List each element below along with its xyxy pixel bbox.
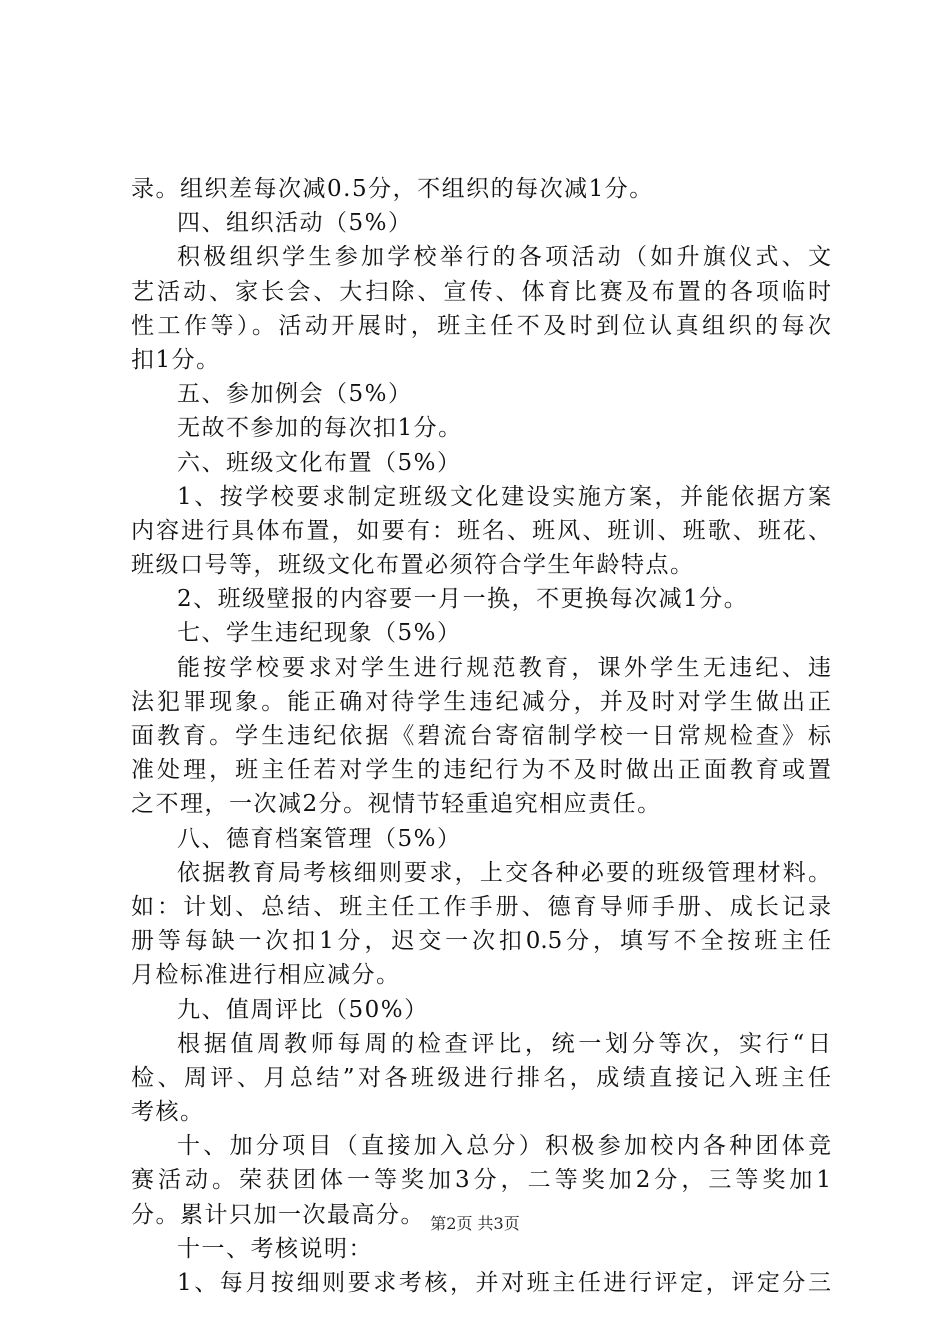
text-line: 面教育。学生违纪依据《碧流台寄宿制学校一日常规检查》标 bbox=[131, 723, 831, 749]
text-line: 班级口号等，班级文化布置必须符合学生年龄特点。 bbox=[131, 552, 695, 579]
page-number-footer: 第2页 共3页 bbox=[430, 1214, 520, 1233]
text-line: 七、学生违纪现象（5%） bbox=[177, 620, 462, 647]
text-line: 九、值周评比（50%） bbox=[177, 996, 429, 1023]
text-line: 十、加分项目（直接加入总分）积极参加校内各种团体竞 bbox=[177, 1133, 831, 1160]
text-line: 扣1分。 bbox=[131, 346, 221, 373]
text-line: 录。组织差每次减0.5分，不组织的每次减1分。 bbox=[131, 176, 654, 202]
text-line: 性工作等）。活动开展时，班主任不及时到位认真组织的每次 bbox=[131, 312, 831, 339]
text-line: 月检标准进行相应减分。 bbox=[131, 962, 401, 989]
text-line: 准处理，班主任若对学生的违纪行为不及时做出正面教育或置 bbox=[131, 757, 831, 784]
text-line: 五、参加例会（5%） bbox=[177, 381, 413, 408]
text-line: 根据值周教师每周的检查评比，统一划分等次，实行“日 bbox=[177, 1030, 831, 1057]
text-line: 能按学校要求对学生进行规范教育，课外学生无违纪、违 bbox=[177, 654, 831, 681]
text-line: 依据教育局考核细则要求，上交各种必要的班级管理材料。 bbox=[177, 859, 831, 886]
text-line: 六、班级文化布置（5%） bbox=[177, 449, 462, 476]
text-line: 1、按学校要求制定班级文化建设实施方案，并能依据方案 bbox=[177, 483, 831, 510]
text-line: 法犯罪现象。能正确对待学生违纪减分，并及时对学生做出正 bbox=[131, 688, 831, 715]
text-line: 如：计划、总结、班主任工作手册、德育导师手册、成长记录 bbox=[131, 893, 831, 920]
text-line: 1、每月按细则要求考核，并对班主任进行评定，评定分三 bbox=[177, 1270, 831, 1296]
text-line: 十一、考核说明： bbox=[177, 1235, 373, 1262]
text-line: 无故不参加的每次扣1分。 bbox=[177, 415, 463, 442]
text-line: 赛活动。荣获团体一等奖加3分，二等奖加2分，三等奖加1 bbox=[131, 1167, 831, 1194]
text-line: 八、德育档案管理（5%） bbox=[177, 825, 462, 852]
text-line: 积极组织学生参加学校举行的各项活动（如升旗仪式、文 bbox=[177, 244, 831, 271]
text-line: 之不理，一次减2分。视情节轻重追究相应责任。 bbox=[131, 791, 662, 818]
text-line: 考核。 bbox=[131, 1099, 205, 1126]
text-line: 内容进行具体布置，如要有：班名、班风、班训、班歌、班花、 bbox=[131, 517, 831, 544]
text-line: 检、周评、月总结”对各班级进行排名，成绩直接记入班主任 bbox=[131, 1064, 831, 1091]
text-line: 分。累计只加一次最高分。 bbox=[131, 1201, 425, 1228]
text-line: 艺活动、家长会、大扫除、宣传、体育比赛及布置的各项临时 bbox=[131, 278, 831, 305]
text-line: 册等每缺一次扣1分，迟交一次扣0.5分，填写不全按班主任 bbox=[131, 928, 831, 955]
document-body bbox=[131, 172, 831, 1300]
text-line: 2、班级壁报的内容要一月一换，不更换每次减1分。 bbox=[177, 586, 749, 613]
text-line: 四、组织活动（5%） bbox=[177, 210, 413, 237]
